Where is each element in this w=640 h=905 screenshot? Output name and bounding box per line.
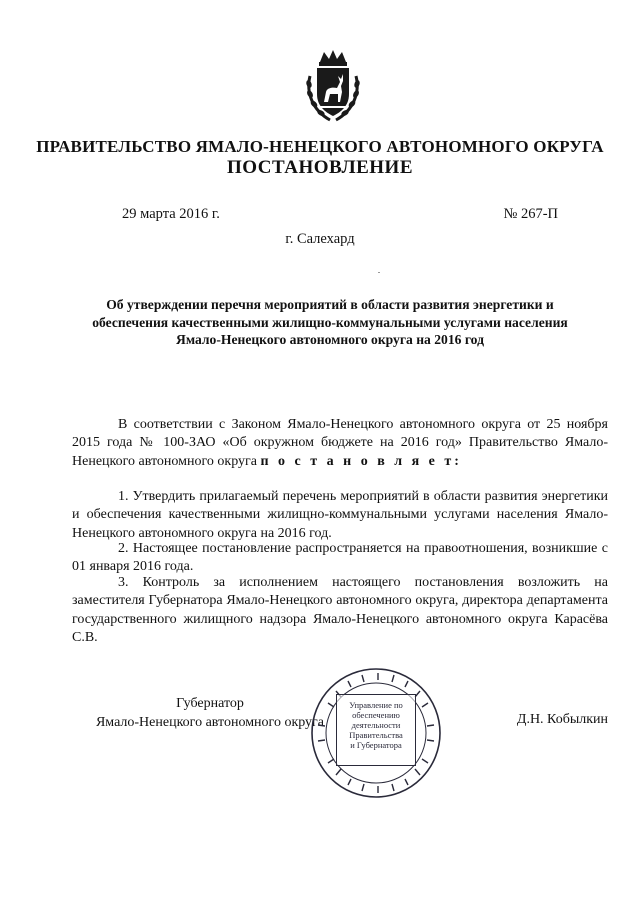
document-date: 29 марта 2016 г. bbox=[122, 206, 220, 222]
item-paragraph-2: 2. Настоящее постановление распространяется на правоотношения, возникшие с 01 января 2016 года. bbox=[72, 541, 608, 575]
stamp-line: Управление по bbox=[349, 700, 403, 710]
preamble-text: В соответствии с Законом Ямало-Ненецкого автономного округа от 25 ноября 2015 года № 100-ЗАО «Об окружном бюджете на 2016 год» Правительство Ямало-Ненецкого автономного округа bbox=[72, 417, 608, 469]
signatory-title bbox=[80, 694, 340, 732]
document-subject: Об утверждении перечня мероприятий в области развития энергетики и обеспечения качественными жилищно-коммунальными услугами населения Ямало-Ненецкого автономного округа на 2016 год bbox=[92, 297, 568, 347]
signatory-title-line-2: Ямало-Ненецкого автономного округа bbox=[95, 715, 325, 730]
stamp-line: Правительства bbox=[349, 730, 403, 740]
preamble-paragraph bbox=[72, 416, 608, 471]
stamp-inner-text bbox=[336, 694, 416, 766]
government-title: ПРАВИТЕЛЬСТВО ЯМАЛО-НЕНЕЦКОГО АВТОНОМНОГО ОКРУГА bbox=[36, 137, 604, 156]
item-paragraph-1: 1. Утвердить прилагаемый перечень мероприятий в области развития энергетики и обеспечения качественными жилищно-коммунальными услугами населения Ямало-Ненецкого автономного округа на 2016 год. bbox=[72, 489, 608, 541]
item-paragraph-3: 3. Контроль за исполнением настоящего постановления возложить на заместителя Губернатора Ямало-Ненецкого автономного округа, директора департамента государственного жилищного надзора Ямало-Ненецкого автономного округа Карасёва С.В. bbox=[72, 575, 608, 645]
signatory-name: Д.Н. Кобылкин bbox=[516, 712, 608, 727]
stamp-line: и Губернатора bbox=[350, 740, 402, 750]
stamp-line: деятельности bbox=[351, 720, 401, 730]
document-city: г. Салехард bbox=[285, 231, 355, 247]
coat-of-arms-icon bbox=[300, 48, 366, 124]
signatory-title-line-1: Губернатор bbox=[176, 696, 244, 711]
stamp-line: обеспечению bbox=[352, 710, 400, 720]
decree-word: п о с т а н о в л я е т: bbox=[260, 453, 462, 469]
scan-dot bbox=[378, 272, 380, 273]
document-type: ПОСТАНОВЛЕНИЕ bbox=[226, 157, 414, 178]
document-number: № 267-П bbox=[503, 206, 558, 222]
